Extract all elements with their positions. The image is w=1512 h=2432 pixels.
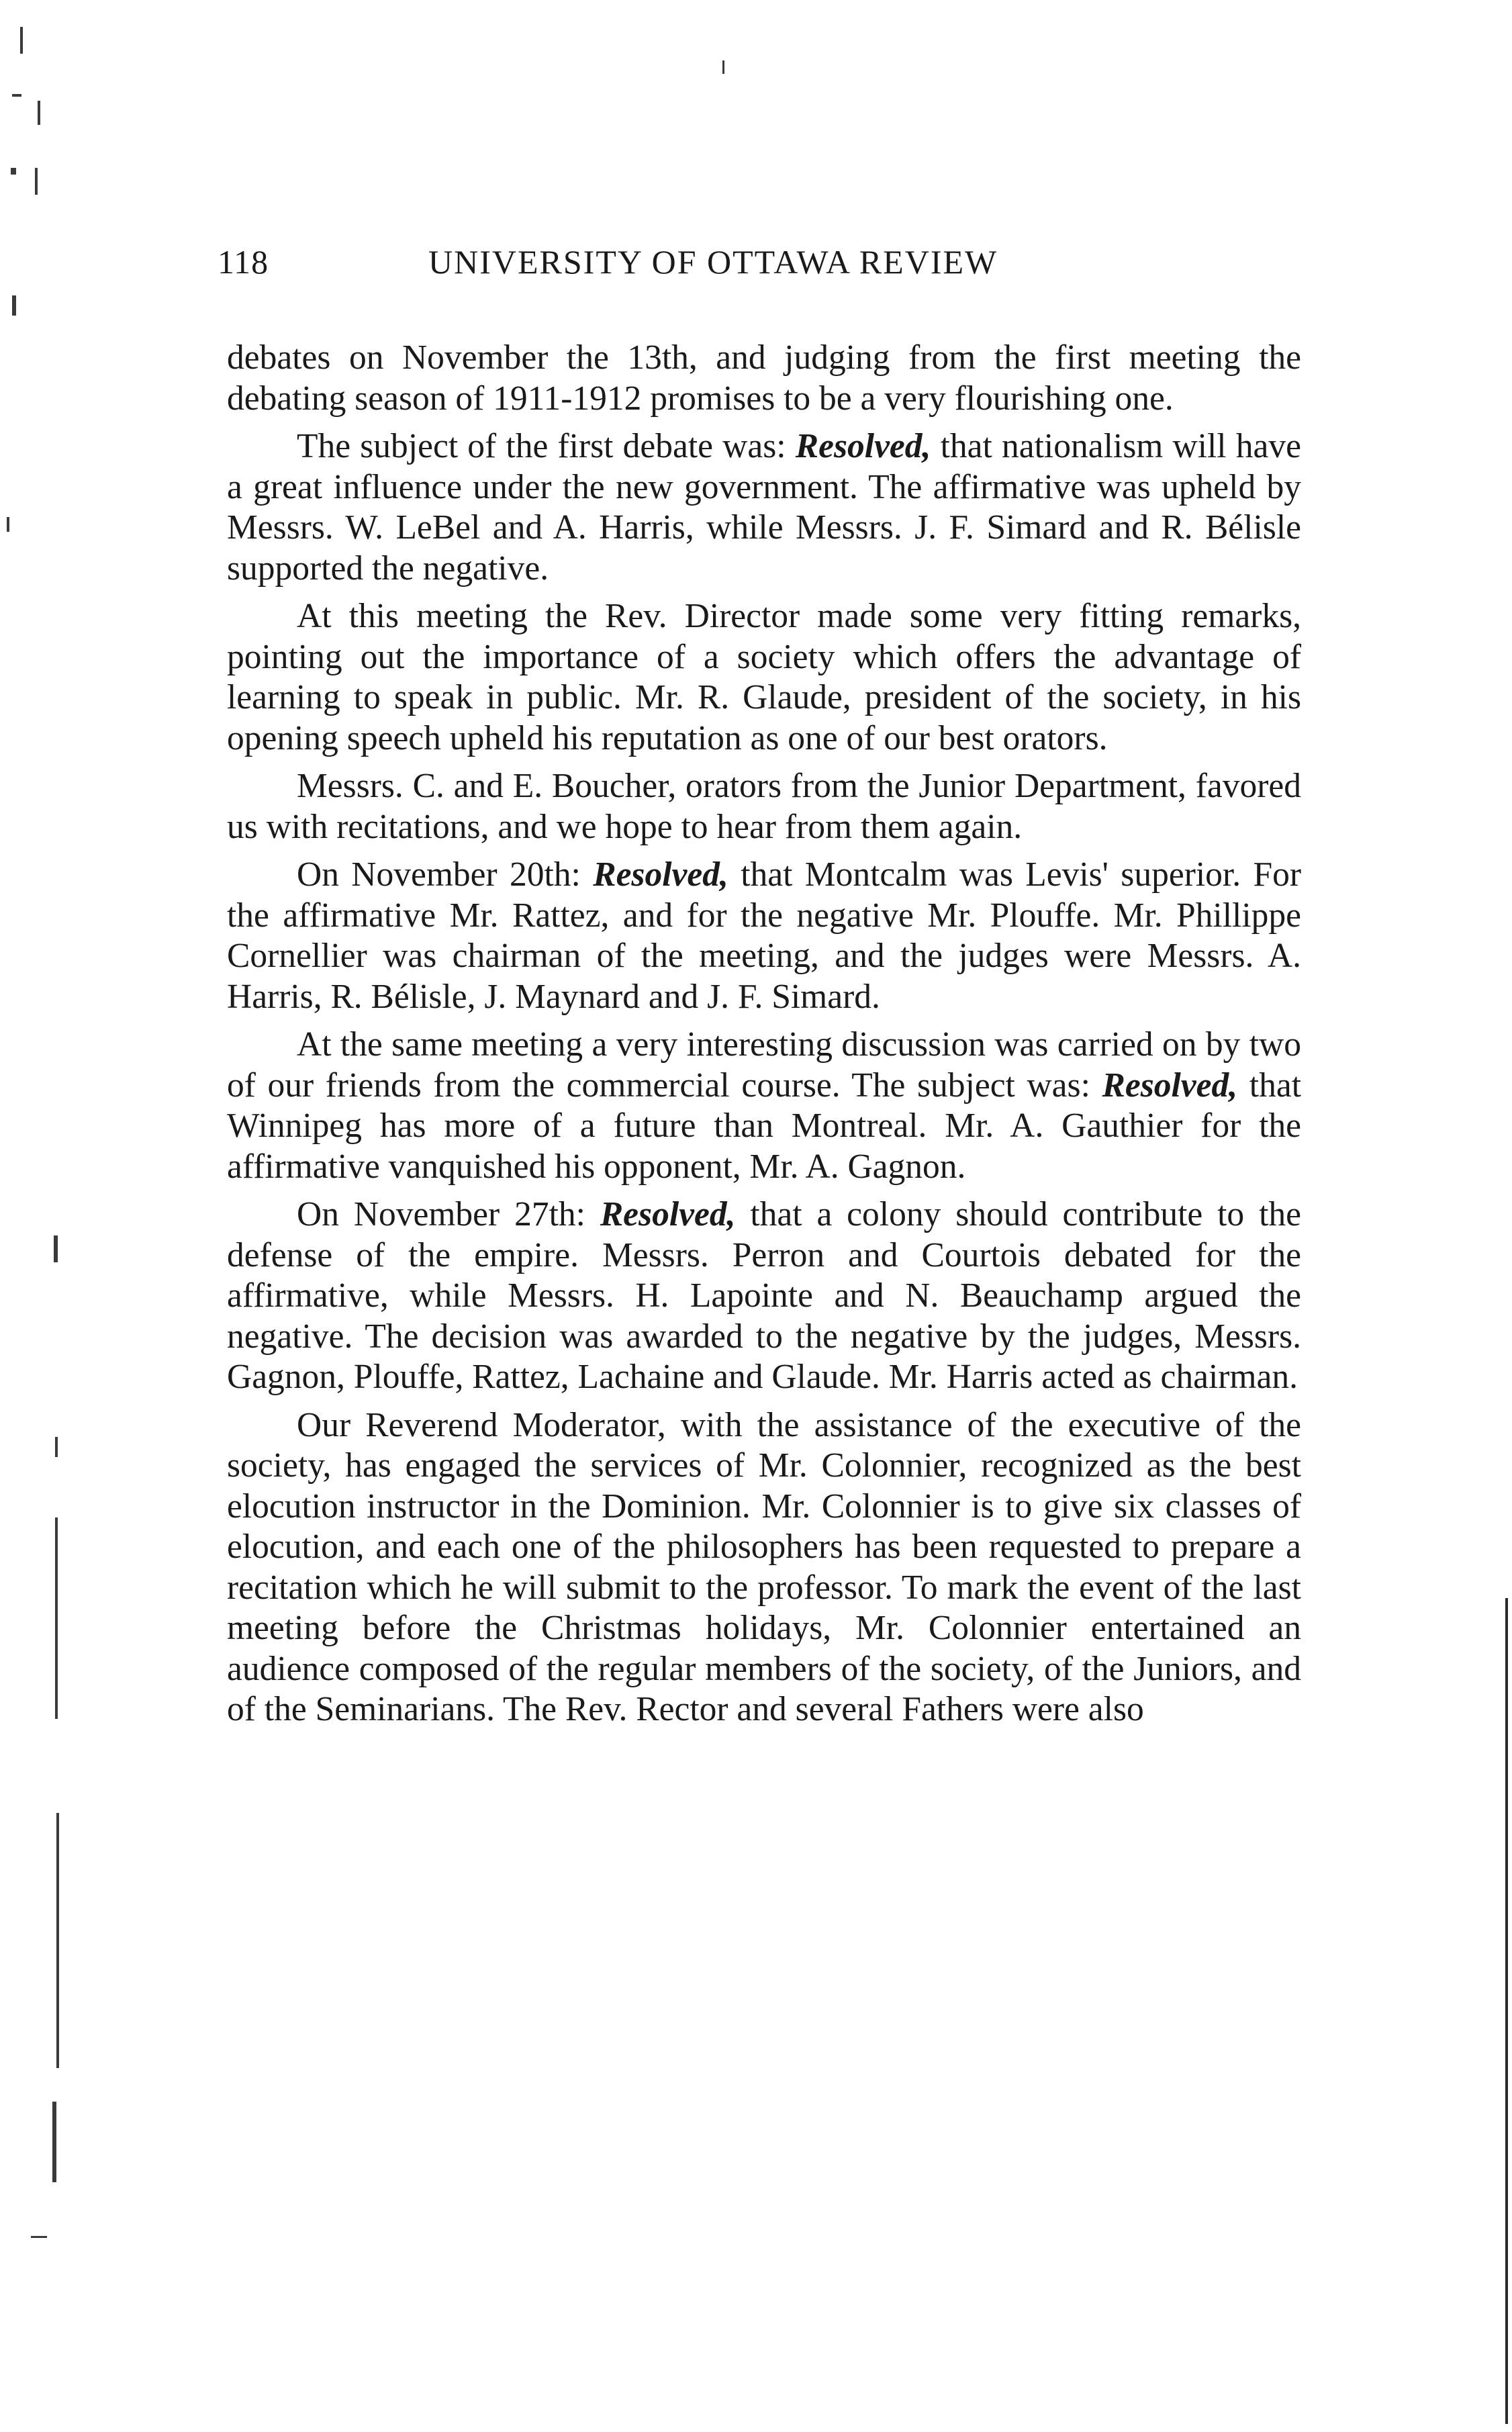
paragraph-text: that a colony should contribute to the defense of the empire. Messrs. Perron and Courtois debated for the affirmative, while Messrs. H. Lapointe and N. Beauchamp argued the negative. The decision was awarded to the negative by the judges, Messrs. Gagnon, Plouffe, Rattez, Lachaine and Glaude. Mr. Harris acted as chairman. (227, 1195, 1301, 1396)
paragraph-text: Messrs. C. and E. Boucher, orators from the Junior Department, favored us with recitations, and we hope to hear from them again. (227, 767, 1301, 846)
paragraph-text: Our Reverend Moderator, with the assistance of the executive of the society, has engaged the services of Mr. Colonnier, recognized as the best elocution instructor in the Dominion. Mr. Colonnier is to give six classes of elocution, and each one of the philosophers has been requested to prepare a recitation which he will submit to the professor. To mark the event of the last meeting before the Christmas holidays, Mr. Colonnier entertained an audience composed of the regular members of the society, of the Juniors, and of the Seminarians. The Rev. Rector and several Fathers were also (227, 1405, 1301, 1728)
paragraph (227, 426, 1301, 589)
scan-artifact (12, 295, 16, 316)
scan-artifact (55, 1437, 58, 1457)
italic-term: Resolved, (600, 1195, 736, 1233)
scan-artifact (56, 1813, 59, 2068)
paragraph-text: that Montcalm was Levis' superior. For the affirmative Mr. Rattez, and for the negative Mr. Plouffe. Mr. Phillippe Cornellier was chairman of the meeting, and the judges were Messrs. A. Harris, R. Bélisle, J. Maynard and J. F. Simard. (227, 855, 1301, 1016)
scan-edge-artifact (1505, 1598, 1508, 2424)
paragraph (227, 338, 1301, 419)
scan-artifact (722, 60, 724, 74)
italic-term: Resolved, (593, 855, 728, 894)
running-title: UNIVERSITY OF OTTAWA REVIEW (428, 243, 998, 281)
scan-artifact (55, 1517, 58, 1719)
paragraph (227, 1025, 1301, 1187)
paragraph-text: At this meeting the Rev. Director made some very fitting remarks, pointing out the importance of a society which offers the advantage of learning to speak in public. Mr. R. Glaude, president of the society, in his opening speech upheld his reputation as one of our best orators. (227, 597, 1301, 757)
paragraph (227, 1195, 1301, 1398)
scan-artifact (38, 101, 40, 125)
paragraph (227, 766, 1301, 847)
scan-artifact (52, 2102, 56, 2182)
paragraph-text: that nationalism will have a great influence under the new government. The affirmative was upheld by Messrs. W. LeBel and A. Harris, while Messrs. J. F. Simard and R. Bélisle supported the negative. (227, 427, 1302, 588)
scan-artifact (12, 94, 21, 97)
scan-artifact (7, 517, 9, 532)
paragraph (227, 596, 1301, 759)
paragraph-text: At the same meeting a very interesting discussion was carried on by two of our friends from the commercial course. The subject was: (227, 1025, 1301, 1105)
scan-artifact (11, 168, 16, 175)
paragraph (227, 855, 1301, 1017)
page-number: 118 (218, 243, 269, 281)
scan-artifact (31, 2236, 47, 2238)
italic-term: Resolved, (1102, 1066, 1238, 1105)
scan-artifact (35, 168, 38, 195)
paragraph-text: debates on November the 13th, and judging from the first meeting the debating season of 1911-1912 promises to be a very flourishing one. (227, 338, 1301, 418)
page-header (218, 238, 1307, 285)
paragraph-text: On November 20th: (297, 855, 594, 894)
paragraph-text: The subject of the first debate was: (297, 427, 796, 465)
article-body (227, 338, 1301, 1738)
scan-artifact (20, 27, 23, 54)
scan-artifact (54, 1235, 58, 1262)
paragraph (227, 1405, 1301, 1730)
italic-term: Resolved, (795, 427, 931, 465)
paragraph-text: that Winnipeg has more of a future than Montreal. Mr. A. Gauthier for the affirmative vanquished his opponent, Mr. A. Gagnon. (227, 1066, 1301, 1186)
paragraph-text: On November 27th: (297, 1195, 600, 1233)
